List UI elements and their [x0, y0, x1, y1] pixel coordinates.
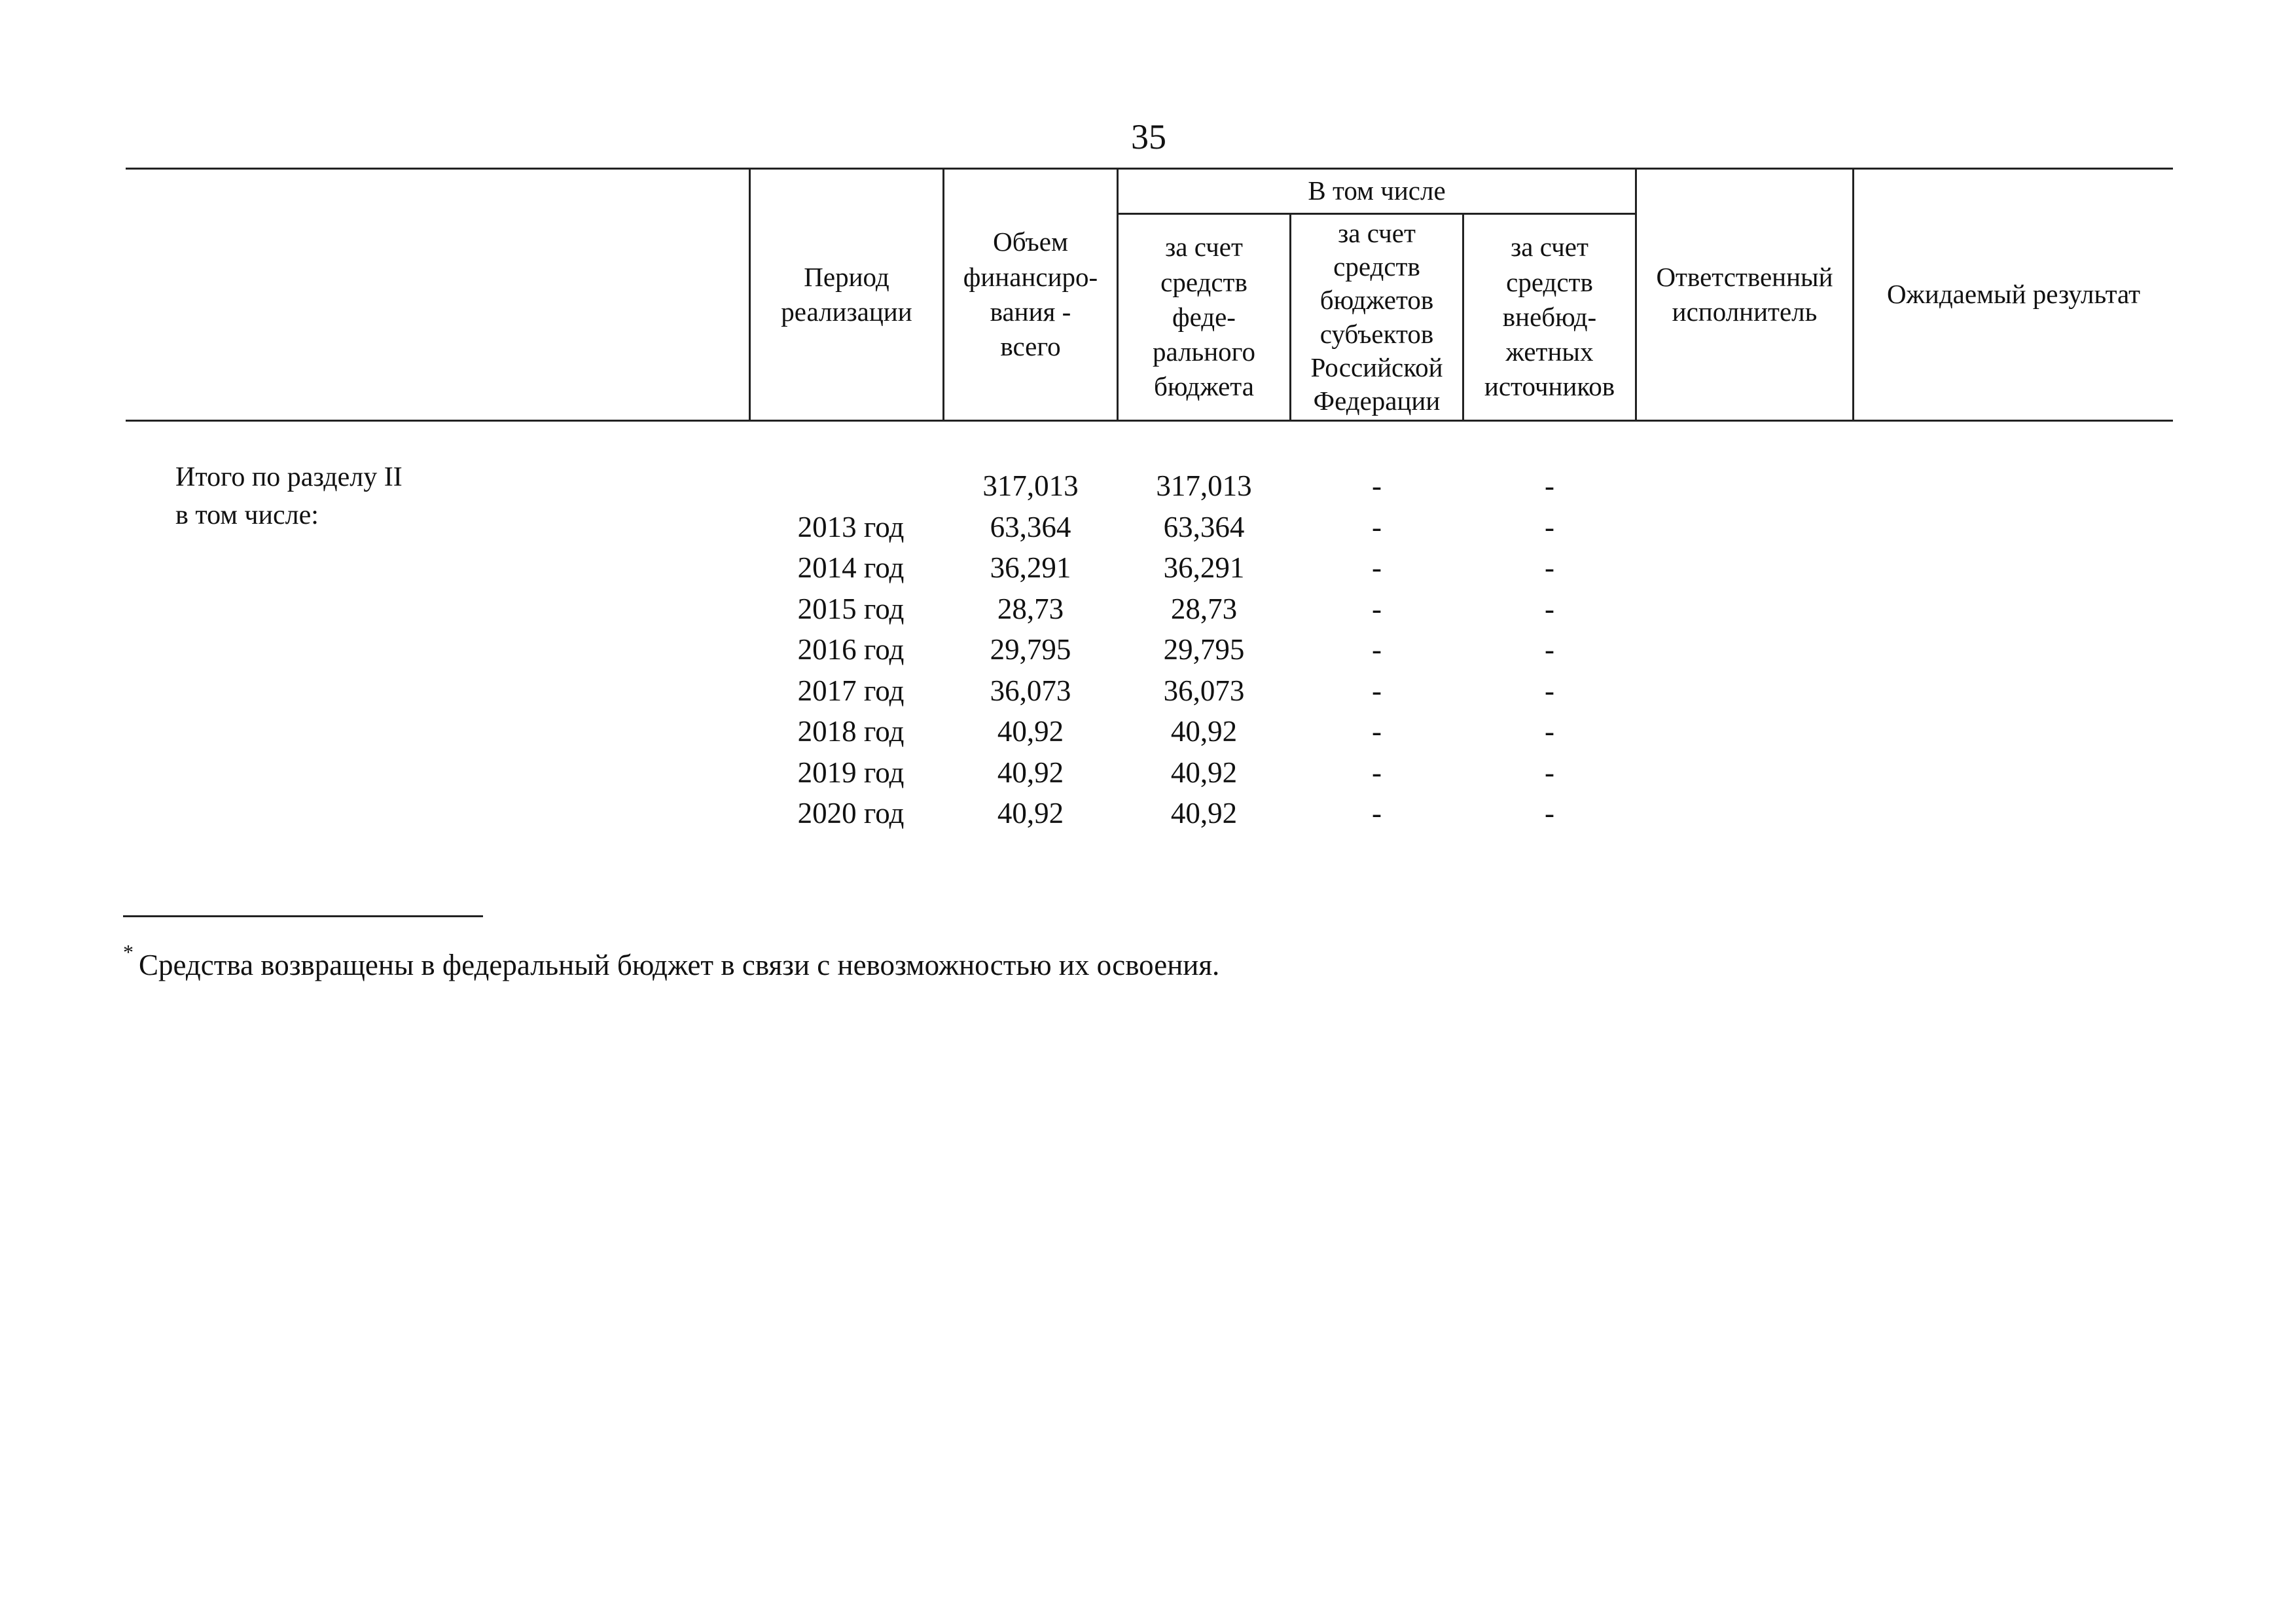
cell-period: 2020 год — [797, 797, 905, 830]
footnote — [123, 938, 1219, 985]
cell-subjects: - — [1372, 633, 1382, 666]
cell-total: 36,291 — [990, 551, 1071, 584]
cell-federal: 40,92 — [1170, 715, 1238, 748]
cell-subjects: - — [1372, 469, 1382, 502]
cell-total: 63,364 — [990, 511, 1071, 543]
page-number: 35 — [1131, 117, 1166, 156]
cell-subjects: - — [1372, 715, 1382, 748]
cell-extrabudget: - — [1545, 756, 1554, 789]
cell-subjects: - — [1372, 593, 1382, 625]
cell-federal: 28,73 — [1170, 593, 1238, 625]
cell-total: 28,73 — [997, 593, 1064, 625]
header-subject-budgets: за счет средств бюджетов субъектов Российской Федерации — [1310, 217, 1443, 416]
cell-subjects: - — [1372, 511, 1382, 543]
table-header-bottom-rule — [126, 420, 2173, 422]
cell-subjects: - — [1372, 674, 1382, 707]
cell-extrabudget: - — [1545, 715, 1554, 748]
header-expected-result: Ожидаемый результат — [1886, 279, 2141, 310]
cell-extrabudget: - — [1545, 551, 1554, 584]
cell-extrabudget: - — [1545, 511, 1554, 543]
cell-period: 2015 год — [797, 593, 905, 625]
footnote-rule — [123, 915, 483, 917]
cell-period — [759, 465, 942, 506]
cell-period: 2014 год — [797, 551, 905, 584]
cell-subjects: - — [1372, 551, 1382, 584]
header-volume-total: Объем финансиро- вания - всего — [963, 227, 1098, 362]
cell-federal: 63,364 — [1163, 511, 1245, 543]
cell-extrabudget: - — [1545, 674, 1554, 707]
footnote-text: Средства возвращены в федеральный бюджет в связи с невозможностью их освоения. — [139, 949, 1220, 981]
header-federal-budget: за счет средств феде- рального бюджета — [1153, 232, 1255, 402]
header-responsible-executor: Ответственный исполнитель — [1656, 261, 1833, 327]
cell-period: 2019 год — [797, 756, 905, 789]
cell-total: 36,073 — [990, 674, 1071, 707]
cell-period: 2013 год — [797, 511, 905, 543]
cell-federal: 29,795 — [1163, 633, 1245, 666]
cell-subjects: - — [1372, 797, 1382, 830]
header-period: Период реализации — [781, 261, 912, 327]
cell-total: 40,92 — [997, 756, 1064, 789]
header-extrabudgetary: за счет средств внебюд- жетных источников — [1484, 232, 1615, 402]
cell-total: 40,92 — [997, 715, 1064, 748]
cell-period: 2016 год — [797, 633, 905, 666]
cell-extrabudget: - — [1545, 797, 1554, 830]
cell-federal: 36,073 — [1163, 674, 1245, 707]
header-including: В том числе — [1308, 175, 1446, 206]
section-label: Итого по разделу II в том числе: — [175, 462, 403, 530]
cell-period: 2018 год — [797, 715, 905, 748]
cell-extrabudget: - — [1545, 633, 1554, 666]
footnote-marker: * — [123, 940, 134, 964]
cell-total: 40,92 — [997, 797, 1064, 830]
cell-total: 317,013 — [982, 469, 1079, 502]
cell-subjects: - — [1372, 756, 1382, 789]
cell-extrabudget: - — [1545, 593, 1554, 625]
cell-federal: 36,291 — [1163, 551, 1245, 584]
cell-period: 2017 год — [797, 674, 905, 707]
cell-federal: 40,92 — [1170, 797, 1238, 830]
cell-extrabudget: - — [1545, 469, 1554, 502]
cell-total: 29,795 — [990, 633, 1071, 666]
cell-federal: 317,013 — [1156, 469, 1252, 502]
cell-federal: 40,92 — [1170, 756, 1238, 789]
